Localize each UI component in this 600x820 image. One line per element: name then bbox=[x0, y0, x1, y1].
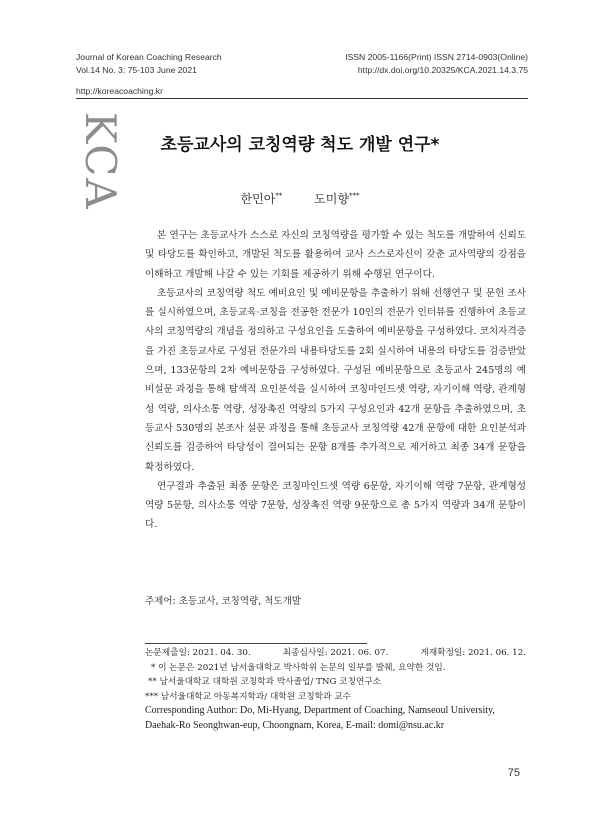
footnote-2: ** 남서울대학교 대학원 코칭학과 박사졸업/ TNG 코칭연구소 bbox=[148, 677, 382, 688]
author-2-name: 도미향 bbox=[314, 192, 349, 206]
abstract-paragraph-2: 초등교사의 코칭역량 척도 예비요인 및 예비문항을 추출하기 위해 선행연구 및 문헌 조사를 실시하였으며, 초등교육·코칭을 전공한 전문가 10인의 전문가 인터뷰를 진행하여 초등교사의 코칭역량의 개념을 정의하고 구성요인을 도출하여 예비문항을 구성하였다. 코치자격증을 가진 초등교사로 구성된 전문가의 내용타당도를 2회 실시하여 내용의 타당도를 검증받았으며, 133문항의 2차 예비문항을 구성하였다. 구성된 예비문항으로 초등교사 245명의 예비설문 과정을 통해 탐색적 요인분석을 실시하여 코칭마인드셋 역량, 자기이해 역량, 관계형성 역량, 의사소통 역량, 성장촉진 역량의 5가지 구성요인과 42개 문항을 추출하였으며, 초등교사 530명의 본조사 설문 과정을 통해 초등교사 코칭역량 42개 문항에 대한 요인분석과 신뢰도를 검증하여 타당성이 결여되는 문항 8개를 추가적으로 제거하고 최종 34개 문항을 확정하였다. bbox=[145, 287, 526, 473]
submission-dates bbox=[145, 646, 526, 661]
footnote-divider bbox=[145, 643, 367, 644]
keywords: 주제어: 초등교사, 코칭역량, 척도개발 bbox=[145, 596, 301, 607]
author-2 bbox=[314, 190, 359, 207]
header-divider bbox=[76, 98, 528, 99]
journal-volume: Vol.14 No. 3: 75-103 June 2021 bbox=[76, 65, 197, 75]
accepted-date: 게재확정일: 2021. 06. 12. bbox=[420, 648, 526, 658]
abstract bbox=[145, 226, 526, 535]
footnotes bbox=[145, 646, 526, 734]
journal-name: Journal of Korean Coaching Research bbox=[76, 52, 222, 62]
kca-logo: KCA bbox=[76, 112, 125, 211]
footnote-1: * 이 논문은 2021년 남서울대학교 박사학위 논문의 일부를 발췌, 요약한 것임. bbox=[151, 662, 446, 673]
doi-link[interactable]: http://dx.doi.org/10.20325/KCA.2021.14.3.75 bbox=[357, 65, 528, 75]
corresponding-author: Corresponding Author: Do, Mi-Hyang, Department of Coaching, Namseoul University, Daehak-Ro Seonghwan-eup, Choongnam, Korea, E-mail: domi@nsu.ac.kr bbox=[145, 705, 495, 731]
journal-url[interactable]: http://koreacoaching.kr bbox=[76, 86, 163, 96]
journal-header-left bbox=[76, 51, 222, 77]
issn-text: ISSN 2005-1166(Print) ISSN 2714-0903(Online) bbox=[345, 52, 528, 62]
author-list bbox=[0, 190, 600, 207]
paper-title: 초등교사의 코칭역량 척도 개발 연구* bbox=[160, 135, 440, 155]
author-2-mark: *** bbox=[348, 192, 360, 200]
received-date: 논문제출일: 2021. 04. 30. bbox=[145, 648, 251, 658]
author-1 bbox=[241, 190, 283, 207]
page-number: 75 bbox=[507, 767, 520, 779]
author-1-mark: ** bbox=[275, 192, 283, 200]
author-1-name: 한민아 bbox=[240, 192, 276, 206]
abstract-paragraph-3: 연구결과 추출된 최종 문항은 코칭마인드셋 역량 6문항, 자기이해 역량 7문항, 관계형성 역량 5문항, 의사소통 역량 7문항, 성장촉진 역량 9문항으로 총 5가지 역량과 34개 문항이다. bbox=[145, 480, 526, 531]
journal-header-right bbox=[345, 51, 528, 77]
reviewed-date: 최종심사일: 2021. 06. 07. bbox=[282, 648, 389, 658]
footnote-3: *** 남서울대학교 아동복지학과/ 대학원 코칭학과 교수 bbox=[145, 691, 352, 702]
abstract-paragraph-1: 본 연구는 초등교사가 스스로 자신의 코칭역량을 평가할 수 있는 척도를 개발하여 신뢰도 및 타당도를 확인하고, 개발된 척도를 활용하여 교사 스스로자신이 갖춘 교사역량의 강점을 이해하고 개발해 나갈 수 있는 기회를 제공하기 위해 수행된 연구이다. bbox=[145, 230, 526, 280]
